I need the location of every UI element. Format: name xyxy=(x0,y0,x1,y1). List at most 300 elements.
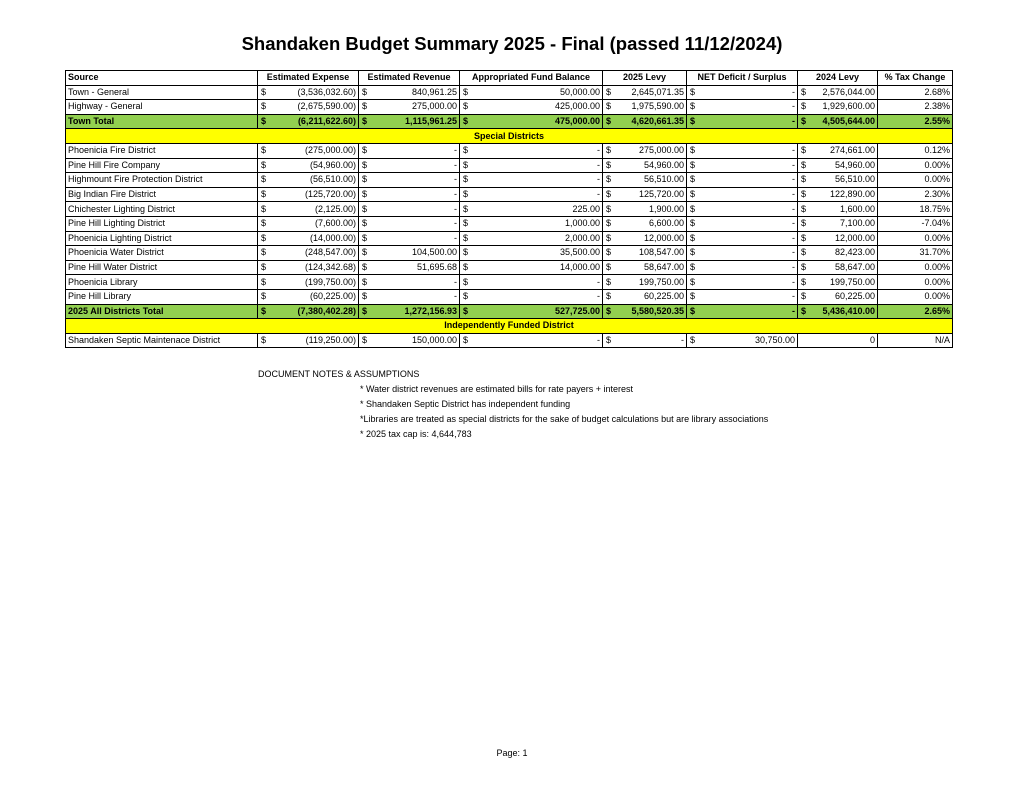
currency-symbol: $ xyxy=(690,218,696,229)
cell-revenue-value: 104,500.00 xyxy=(411,247,457,258)
cell-fund-balance xyxy=(460,216,603,231)
cell-2024-levy-wrap xyxy=(800,290,875,303)
currency-symbol: $ xyxy=(463,86,469,97)
table-row xyxy=(66,158,953,173)
cell-2025-levy-value: - xyxy=(681,334,684,345)
cell-net-wrap xyxy=(689,115,795,128)
cell-2025-levy-wrap xyxy=(605,144,684,157)
currency-symbol: $ xyxy=(261,174,267,185)
currency-symbol: $ xyxy=(463,291,469,302)
cell-2025-levy-wrap xyxy=(605,188,684,201)
currency-symbol: $ xyxy=(261,116,267,127)
cell-revenue-wrap xyxy=(361,217,457,230)
cell-expense-value: (125,720.00) xyxy=(304,189,356,200)
cell-expense-wrap xyxy=(260,100,356,113)
cell-net-value: - xyxy=(792,218,795,229)
header-net-deficit-surplus: NET Deficit / Surplus xyxy=(687,71,798,86)
cell-fund-balance-value: 527,725.00 xyxy=(554,305,600,316)
table-row xyxy=(66,202,953,217)
cell-expense-wrap xyxy=(260,276,356,289)
cell-source: Highway - General xyxy=(66,100,258,115)
currency-symbol: $ xyxy=(362,101,368,112)
cell-net-value: - xyxy=(792,174,795,185)
cell-expense xyxy=(258,85,359,100)
cell-revenue-wrap xyxy=(361,334,457,347)
cell-tax-change: 2.38% xyxy=(878,100,953,115)
cell-net-wrap xyxy=(689,261,795,274)
cell-2025-levy-value: 275,000.00 xyxy=(638,145,684,156)
cell-2025-levy xyxy=(603,187,687,202)
cell-tax-change: N/A xyxy=(878,333,953,348)
cell-net xyxy=(687,304,798,319)
cell-revenue-value: - xyxy=(454,174,457,185)
cell-2024-levy-value: 60,225.00 xyxy=(834,291,875,302)
currency-symbol: $ xyxy=(690,145,696,156)
cell-2024-levy-value: 274,661.00 xyxy=(829,145,875,156)
cell-expense xyxy=(258,333,359,348)
cell-tax-change: 0.00% xyxy=(878,260,953,275)
currency-symbol: $ xyxy=(463,174,469,185)
cell-expense-value: (7,600.00) xyxy=(314,218,356,229)
cell-revenue-wrap xyxy=(361,246,457,259)
cell-fund-balance-wrap xyxy=(462,203,600,216)
currency-symbol: $ xyxy=(606,159,612,170)
cell-2025-levy-value: 60,225.00 xyxy=(643,291,684,302)
document-notes xyxy=(258,367,768,442)
cell-net xyxy=(687,173,798,188)
currency-symbol: $ xyxy=(362,262,368,273)
cell-fund-balance-wrap xyxy=(462,115,600,128)
cell-fund-balance xyxy=(460,275,603,290)
cell-revenue xyxy=(359,158,460,173)
cell-fund-balance-value: 2,000.00 xyxy=(564,232,600,243)
table-row xyxy=(66,216,953,231)
header-estimated-revenue: Estimated Revenue xyxy=(359,71,460,86)
cell-expense-value: (14,000.00) xyxy=(309,232,356,243)
cell-net xyxy=(687,143,798,158)
cell-2025-levy-value: 2,645,071.35 xyxy=(631,86,684,97)
cell-2025-levy-wrap xyxy=(605,115,684,128)
cell-net xyxy=(687,85,798,100)
page-number: Page: 1 xyxy=(496,748,528,758)
cell-revenue xyxy=(359,231,460,246)
cell-source: Highmount Fire Protection District xyxy=(66,173,258,188)
cell-net-value: - xyxy=(792,86,795,97)
document-title: Shandaken Budget Summary 2025 - Final (passed 11/12/2024) xyxy=(241,33,783,54)
cell-fund-balance-value: - xyxy=(597,145,600,156)
cell-source: Chichester Lighting District xyxy=(66,202,258,217)
cell-net-wrap xyxy=(689,276,795,289)
currency-symbol: $ xyxy=(362,86,368,97)
cell-fund-balance-wrap xyxy=(462,290,600,303)
cell-tax-change: 0.00% xyxy=(878,173,953,188)
cell-expense-value: (248,547.00) xyxy=(304,247,356,258)
cell-2025-levy xyxy=(603,85,687,100)
cell-net-wrap xyxy=(689,86,795,99)
cell-expense xyxy=(258,114,359,129)
currency-symbol: $ xyxy=(261,218,267,229)
cell-net xyxy=(687,114,798,129)
currency-symbol: $ xyxy=(690,174,696,185)
cell-net-wrap xyxy=(689,217,795,230)
cell-tax-change: 2.68% xyxy=(878,85,953,100)
cell-2024-levy-wrap xyxy=(800,173,875,186)
cell-tax-change: 0.00% xyxy=(878,231,953,246)
cell-tax-change: 0.00% xyxy=(878,275,953,290)
currency-symbol: $ xyxy=(801,247,807,258)
cell-expense-value: (54,960.00) xyxy=(309,159,356,170)
currency-symbol: $ xyxy=(463,247,469,258)
cell-expense xyxy=(258,202,359,217)
cell-2025-levy xyxy=(603,304,687,319)
town-total-row xyxy=(66,114,953,129)
cell-expense-value: (56,510.00) xyxy=(309,174,356,185)
cell-net-wrap xyxy=(689,159,795,172)
cell-2024-levy xyxy=(798,260,878,275)
currency-symbol: $ xyxy=(690,189,696,200)
cell-expense-wrap xyxy=(260,86,356,99)
currency-symbol: $ xyxy=(606,101,612,112)
cell-source: Phoenicia Fire District xyxy=(66,143,258,158)
cell-expense xyxy=(258,304,359,319)
cell-2024-levy-value: 12,000.00 xyxy=(834,232,875,243)
cell-expense-value: (275,000.00) xyxy=(304,145,356,156)
currency-symbol: $ xyxy=(463,159,469,170)
cell-revenue xyxy=(359,246,460,261)
independent-district-header xyxy=(66,319,953,334)
cell-2024-levy xyxy=(798,173,878,188)
independent-district-header-label: Independently Funded District xyxy=(66,319,953,334)
cell-fund-balance-value: - xyxy=(597,334,600,345)
table-row xyxy=(66,100,953,115)
cell-fund-balance-wrap xyxy=(462,232,600,245)
cell-2025-levy xyxy=(603,333,687,348)
currency-symbol: $ xyxy=(606,262,612,273)
cell-source: Town Total xyxy=(66,114,258,129)
cell-2024-levy-value: 4,505,644.00 xyxy=(822,116,875,127)
cell-2025-levy xyxy=(603,143,687,158)
cell-net-value: - xyxy=(792,305,795,316)
cell-net-value: - xyxy=(792,291,795,302)
header-appropriated-fund-balance: Appropriated Fund Balance xyxy=(460,71,603,86)
cell-fund-balance-wrap xyxy=(462,261,600,274)
cell-2024-levy xyxy=(798,100,878,115)
header-2025-levy: 2025 Levy xyxy=(603,71,687,86)
cell-2025-levy-wrap xyxy=(605,100,684,113)
currency-symbol: $ xyxy=(362,334,368,345)
cell-revenue-wrap xyxy=(361,290,457,303)
cell-2025-levy xyxy=(603,231,687,246)
cell-expense-wrap xyxy=(260,144,356,157)
note-item: * Shandaken Septic District has independent funding xyxy=(360,399,571,409)
cell-net-wrap xyxy=(689,246,795,259)
cell-expense-wrap xyxy=(260,188,356,201)
cell-expense-value: (3,536,032.60) xyxy=(297,86,356,97)
currency-symbol: $ xyxy=(362,189,368,200)
cell-revenue-value: 1,115,961.25 xyxy=(404,116,457,127)
cell-2024-levy xyxy=(798,114,878,129)
cell-expense-wrap xyxy=(260,203,356,216)
cell-fund-balance-wrap xyxy=(462,159,600,172)
cell-source: Pine Hill Library xyxy=(66,289,258,304)
cell-2024-levy xyxy=(798,143,878,158)
special-districts-header-label: Special Districts xyxy=(66,129,953,144)
cell-2025-levy-value: 58,647.00 xyxy=(643,262,684,273)
cell-expense-value: (7,380,402.28) xyxy=(297,305,356,316)
currency-symbol: $ xyxy=(261,189,267,200)
cell-fund-balance xyxy=(460,85,603,100)
cell-expense-value: (2,675,590.00) xyxy=(297,101,356,112)
currency-symbol: $ xyxy=(463,334,469,345)
cell-2025-levy xyxy=(603,275,687,290)
cell-expense-wrap xyxy=(260,115,356,128)
cell-expense-wrap xyxy=(260,173,356,186)
currency-symbol: $ xyxy=(690,276,696,287)
currency-symbol: $ xyxy=(606,276,612,287)
cell-2024-levy-value: 82,423.00 xyxy=(834,247,875,258)
table-row xyxy=(66,173,953,188)
cell-2024-levy-wrap xyxy=(800,305,875,318)
header-source: Source xyxy=(66,71,258,86)
cell-net-wrap xyxy=(689,173,795,186)
cell-revenue xyxy=(359,114,460,129)
currency-symbol: $ xyxy=(362,247,368,258)
cell-fund-balance-value: 1,000.00 xyxy=(564,218,600,229)
table-row xyxy=(66,333,953,348)
currency-symbol: $ xyxy=(801,291,807,302)
cell-2025-levy-wrap xyxy=(605,217,684,230)
cell-source: Big Indian Fire District xyxy=(66,187,258,202)
cell-2025-levy-wrap xyxy=(605,203,684,216)
cell-2025-levy-wrap xyxy=(605,232,684,245)
cell-expense-wrap xyxy=(260,246,356,259)
cell-fund-balance-value: - xyxy=(597,189,600,200)
currency-symbol: $ xyxy=(606,305,612,316)
currency-symbol: $ xyxy=(801,101,807,112)
cell-fund-balance xyxy=(460,304,603,319)
cell-2025-levy-value: 1,900.00 xyxy=(648,203,684,214)
cell-2025-levy xyxy=(603,289,687,304)
cell-net xyxy=(687,216,798,231)
cell-net-value: - xyxy=(792,101,795,112)
currency-symbol: $ xyxy=(463,101,469,112)
cell-source: Phoenicia Lighting District xyxy=(66,231,258,246)
cell-2024-levy-value: 2,576,044.00 xyxy=(822,86,875,97)
currency-symbol: $ xyxy=(801,232,807,243)
cell-2025-levy-value: 108,547.00 xyxy=(638,247,684,258)
cell-net xyxy=(687,231,798,246)
cell-net xyxy=(687,100,798,115)
table-row xyxy=(66,260,953,275)
cell-fund-balance-value: - xyxy=(597,174,600,185)
cell-2025-levy-value: 54,960.00 xyxy=(643,159,684,170)
currency-symbol: $ xyxy=(261,276,267,287)
cell-revenue xyxy=(359,275,460,290)
header-tax-change: % Tax Change xyxy=(878,71,953,86)
currency-symbol: $ xyxy=(690,159,696,170)
cell-fund-balance-wrap xyxy=(462,246,600,259)
currency-symbol: $ xyxy=(463,262,469,273)
currency-symbol: $ xyxy=(801,276,807,287)
districts-total-row xyxy=(66,304,953,319)
cell-net-value: - xyxy=(792,159,795,170)
currency-symbol: $ xyxy=(606,116,612,127)
cell-2024-levy-wrap xyxy=(800,159,875,172)
cell-expense xyxy=(258,187,359,202)
cell-fund-balance-value: 35,500.00 xyxy=(559,247,600,258)
cell-2024-levy-wrap xyxy=(800,203,875,216)
currency-symbol: $ xyxy=(801,262,807,273)
cell-2025-levy xyxy=(603,246,687,261)
currency-symbol: $ xyxy=(362,276,368,287)
cell-tax-change: 2.65% xyxy=(878,304,953,319)
cell-2024-levy-value: 1,600.00 xyxy=(839,203,875,214)
cell-expense xyxy=(258,231,359,246)
cell-source: 2025 All Districts Total xyxy=(66,304,258,319)
cell-2024-levy xyxy=(798,289,878,304)
cell-source: Shandaken Septic Maintenace District xyxy=(66,333,258,348)
currency-symbol: $ xyxy=(463,145,469,156)
currency-symbol: $ xyxy=(606,174,612,185)
notes-heading: DOCUMENT NOTES & ASSUMPTIONS xyxy=(258,369,420,379)
currency-symbol: $ xyxy=(606,86,612,97)
cell-2024-levy xyxy=(798,187,878,202)
cell-expense xyxy=(258,158,359,173)
cell-source: Town - General xyxy=(66,85,258,100)
cell-fund-balance xyxy=(460,158,603,173)
currency-symbol: $ xyxy=(463,232,469,243)
cell-fund-balance-wrap xyxy=(462,86,600,99)
cell-revenue-value: - xyxy=(454,232,457,243)
cell-net xyxy=(687,187,798,202)
cell-net-value: - xyxy=(792,247,795,258)
cell-2024-levy-value: 56,510.00 xyxy=(834,174,875,185)
currency-symbol: $ xyxy=(261,291,267,302)
cell-expense-wrap xyxy=(260,334,356,347)
cell-revenue-value: 150,000.00 xyxy=(411,334,457,345)
cell-2024-levy-wrap xyxy=(800,232,875,245)
cell-tax-change: 0.00% xyxy=(878,289,953,304)
cell-2025-levy-value: 125,720.00 xyxy=(638,189,684,200)
cell-net-value: 30,750.00 xyxy=(754,334,795,345)
cell-2025-levy-value: 6,600.00 xyxy=(648,218,684,229)
header-estimated-expense: Estimated Expense xyxy=(258,71,359,86)
cell-expense-wrap xyxy=(260,159,356,172)
cell-2025-levy xyxy=(603,202,687,217)
cell-revenue-wrap xyxy=(361,276,457,289)
cell-revenue xyxy=(359,85,460,100)
currency-symbol: $ xyxy=(261,334,267,345)
cell-2024-levy-value: 199,750.00 xyxy=(829,276,875,287)
currency-symbol: $ xyxy=(801,218,807,229)
currency-symbol: $ xyxy=(690,203,696,214)
currency-symbol: $ xyxy=(606,291,612,302)
cell-2024-levy xyxy=(798,216,878,231)
cell-2025-levy-wrap xyxy=(605,276,684,289)
cell-fund-balance-wrap xyxy=(462,334,600,347)
currency-symbol: $ xyxy=(362,291,368,302)
cell-revenue-value: - xyxy=(454,159,457,170)
cell-2024-levy-value: 122,890.00 xyxy=(829,189,875,200)
cell-revenue-value: - xyxy=(454,145,457,156)
currency-symbol: $ xyxy=(463,276,469,287)
cell-2025-levy-value: 4,620,661.35 xyxy=(631,116,684,127)
currency-symbol: $ xyxy=(261,247,267,258)
cell-2025-levy xyxy=(603,260,687,275)
cell-expense-value: (6,211,622.60) xyxy=(297,116,356,127)
currency-symbol: $ xyxy=(606,334,612,345)
currency-symbol: $ xyxy=(606,232,612,243)
cell-net xyxy=(687,246,798,261)
cell-expense xyxy=(258,289,359,304)
cell-net-value: - xyxy=(792,203,795,214)
cell-fund-balance-wrap xyxy=(462,217,600,230)
cell-net-value: - xyxy=(792,262,795,273)
cell-2024-levy-wrap xyxy=(800,276,875,289)
currency-symbol: $ xyxy=(801,174,807,185)
currency-symbol: $ xyxy=(606,189,612,200)
cell-2024-levy-value: 58,647.00 xyxy=(834,262,875,273)
cell-2024-levy xyxy=(798,304,878,319)
cell-revenue xyxy=(359,202,460,217)
cell-tax-change: 2.55% xyxy=(878,114,953,129)
cell-expense-wrap xyxy=(260,290,356,303)
cell-fund-balance xyxy=(460,289,603,304)
cell-revenue-value: 1,272,156.93 xyxy=(404,305,457,316)
cell-net xyxy=(687,158,798,173)
cell-expense-wrap xyxy=(260,261,356,274)
cell-net-wrap xyxy=(689,305,795,318)
currency-symbol: $ xyxy=(261,86,267,97)
cell-2025-levy-value: 12,000.00 xyxy=(643,232,684,243)
cell-source: Phoenicia Water District xyxy=(66,246,258,261)
cell-fund-balance-value: - xyxy=(597,159,600,170)
cell-2025-levy-value: 5,580,520.35 xyxy=(631,305,684,316)
cell-source: Pine Hill Water District xyxy=(66,260,258,275)
currency-symbol: $ xyxy=(801,159,807,170)
cell-revenue-value: - xyxy=(454,276,457,287)
cell-2025-levy-value: 1,975,590.00 xyxy=(631,101,684,112)
cell-fund-balance xyxy=(460,100,603,115)
cell-2025-levy xyxy=(603,114,687,129)
cell-2024-levy-value: 5,436,410.00 xyxy=(822,305,875,316)
currency-symbol: $ xyxy=(362,305,368,316)
currency-symbol: $ xyxy=(261,145,267,156)
cell-2024-levy-value: 1,929,600.00 xyxy=(822,101,875,112)
cell-2025-levy-wrap xyxy=(605,261,684,274)
header-2024-levy: 2024 Levy xyxy=(798,71,878,86)
currency-symbol: $ xyxy=(801,203,807,214)
cell-2025-levy-wrap xyxy=(605,305,684,318)
currency-symbol: $ xyxy=(690,334,696,345)
cell-revenue xyxy=(359,304,460,319)
cell-revenue-value: - xyxy=(454,203,457,214)
cell-tax-change: 2.30% xyxy=(878,187,953,202)
cell-net-wrap xyxy=(689,290,795,303)
currency-symbol: $ xyxy=(261,203,267,214)
cell-expense xyxy=(258,100,359,115)
currency-symbol: $ xyxy=(606,145,612,156)
cell-expense-value: (60,225.00) xyxy=(309,291,356,302)
cell-revenue-wrap xyxy=(361,188,457,201)
currency-symbol: $ xyxy=(690,116,696,127)
cell-net xyxy=(687,260,798,275)
cell-2024-levy-wrap xyxy=(800,86,875,99)
cell-revenue xyxy=(359,289,460,304)
cell-2024-levy-wrap xyxy=(800,100,875,113)
cell-2024-levy-wrap xyxy=(800,188,875,201)
cell-2025-levy-wrap xyxy=(605,290,684,303)
